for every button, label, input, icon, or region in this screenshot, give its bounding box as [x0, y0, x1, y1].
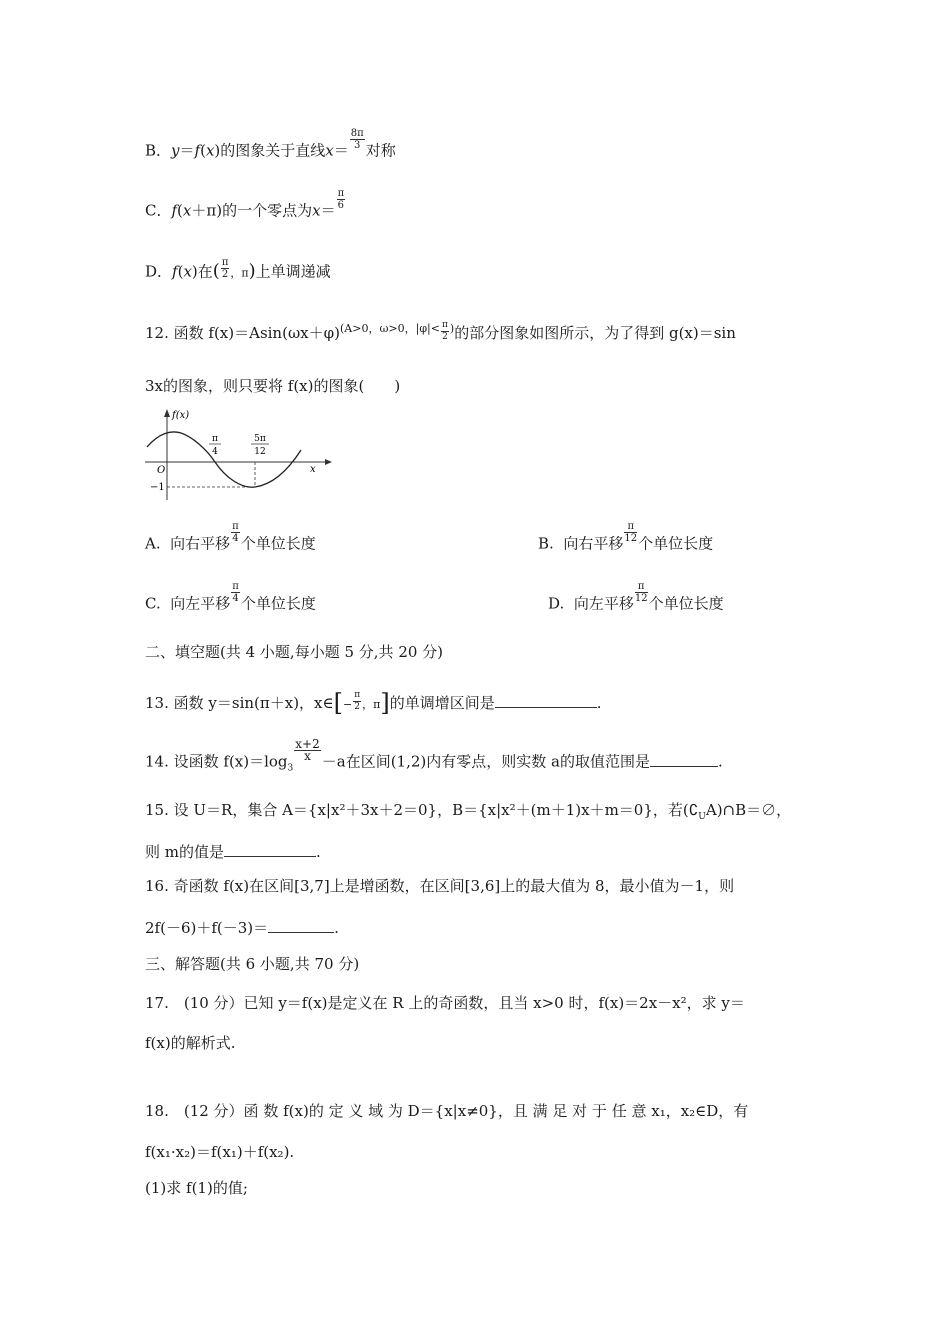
section-3-heading: 三、解答题(共 6 小题,共 70 分) — [145, 955, 360, 973]
question-18-line2: f(x₁·x₂)＝f(x₁)＋f(x₂). — [145, 1143, 295, 1161]
question-12-line1: 12. 函数 $f(x)=Asin(\omega x+\varphi)^{(A>0,\omega>0,|\varphi|< \frac{\pi}{2} )}$的部分图象如图所示，为了得到 g(x)＝sin — [145, 319, 736, 342]
option-b-line: B．y＝f(x)的图象关于直线x＝ $\frac{8\pi}{3}$ 对称 — [145, 128, 396, 160]
tick-pi-4-den: 4 — [212, 447, 218, 457]
q12-option-d: D. 向左平移 $\frac{\pi}{12}$ 个单位长度 — [548, 581, 724, 613]
fraction: $\frac{\pi}{2}$ — [221, 257, 229, 280]
q12-option-a: A. 向右平移 $\frac{\pi}{4}$ 个单位长度 — [145, 521, 316, 553]
fraction: $\frac{\pi}{6}$ — [337, 188, 345, 211]
section-2-heading: 二、填空题(共 4 小题,每小题 5 分,共 20 分) — [145, 643, 444, 661]
question-17-line2: f(x)的解析式. — [145, 1034, 236, 1052]
answer-blank[interactable] — [650, 752, 718, 767]
q12-option-c: C. 向左平移 $\frac{\pi}{4}$ 个单位长度 — [145, 581, 316, 613]
question-14: 14. 设函数 $f(x)=\log_3$ $\frac{x+2}{x}$ －a在区间(1,2)内有零点，则实数 a的取值范围是 . — [145, 737, 723, 774]
question-18-line1: 18. (12 分）函 数 f(x)的 定 义 域 为 D＝{x|x≠0}，且 满 足 对 于 任 意 x₁，x₂∈D，有 — [145, 1102, 749, 1120]
option-c-line: C．f(x＋π)的一个零点为x＝ $\frac{\pi}{6}$ — [145, 188, 345, 220]
question-16-line1: 16. 奇函数 f(x)在区间[3,7]上是增函数，在区间[3,6]上的最大值为 8，最小值为－1，则 — [145, 877, 735, 895]
question-16-line2: 2f(－6)＋f(－3)＝ . — [145, 919, 339, 937]
tick-5pi-12-den: 12 — [254, 447, 266, 457]
sine-curve — [147, 432, 301, 487]
x-axis-arrow — [325, 459, 332, 465]
question-17-line1: 17. (10 分）已知 y＝f(x)是定义在 R 上的奇函数，且当 x>0 时，f(x)＝2x－x²，求 y＝ — [145, 994, 745, 1012]
sine-graph — [145, 405, 335, 505]
option-d-line: D．f(x)在( $\frac{\pi}{2}$ ，π)上单调递减 — [145, 257, 331, 282]
origin-label: O — [157, 465, 166, 476]
x-axis-label: x — [310, 464, 316, 475]
question-13: 13. 函数 y＝sin(π＋x)，x∈[− $\frac{\pi}{2}$ ，π]的单调增区间是 . — [145, 689, 602, 717]
tick-pi-4-num: π — [212, 434, 218, 444]
question-18-line3: (1)求 f(1)的值; — [145, 1179, 248, 1197]
question-15-line2: 则 m的值是 . — [145, 843, 321, 861]
q12-option-b: B. 向右平移 $\frac{\pi}{12}$ 个单位长度 — [538, 521, 714, 553]
neg-one-label: −1 — [150, 482, 165, 493]
y-axis-arrow — [164, 409, 170, 417]
y-axis-label: f(x) — [172, 410, 190, 421]
answer-blank[interactable] — [495, 693, 597, 708]
question-12-line2: 3x的图象，则只要将 f(x)的图象( ) — [145, 377, 401, 395]
question-15-line1: 15. 设 U＝R，集合 A＝{x|x²＋3x＋2＝0}，B＝{x|x²＋(m＋1)x＋m＝0}，若$(∁_UA)\cap B=\emptyset$， — [145, 801, 792, 822]
answer-blank[interactable] — [268, 918, 334, 933]
condition-note: (A>0，ω>0，|φ|< π 2 ) — [340, 319, 455, 342]
tick-5pi-12-num: 5π — [254, 434, 266, 444]
answer-blank[interactable] — [224, 842, 316, 857]
fraction: $\frac{8\pi}{3}$ — [350, 128, 364, 151]
